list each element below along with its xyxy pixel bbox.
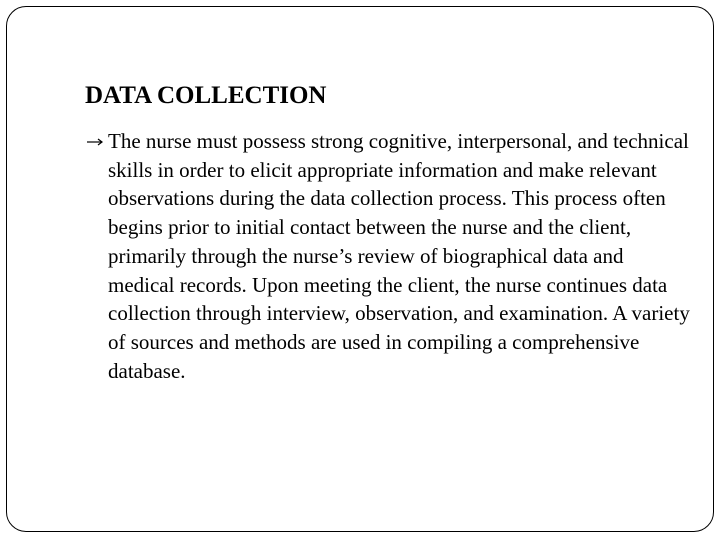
bullet-item xyxy=(85,127,695,385)
slide-title: DATA COLLECTION xyxy=(85,82,327,109)
bullet-text: The nurse must possess strong cognitive, interpersonal, and technical skills in order to elicit appropriate information and make relevant observations during the data collection process. This process often begins prior to initial contact between the nurse and the client, primarily through the nurse’s review of biographical data and medical records. Upon meeting the client, the nurse continues data collection through interview, observation, and examination. A variety of sources and methods are used in compiling a comprehensive database. xyxy=(108,129,690,383)
arrow-bullet-icon xyxy=(87,137,105,147)
bullet-list xyxy=(85,127,695,385)
slide-frame xyxy=(6,6,714,532)
